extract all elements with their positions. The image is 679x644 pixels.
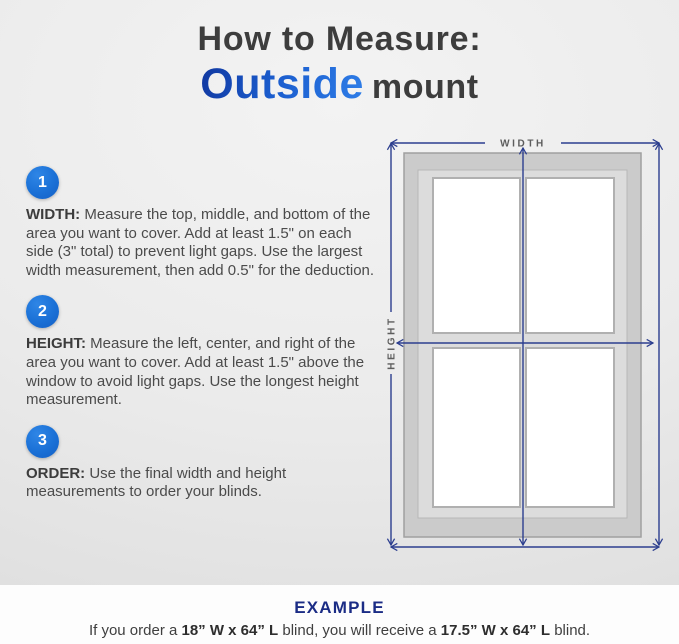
- step-3-text: [26, 465, 378, 502]
- window-measurement-diagram: [375, 128, 675, 568]
- height-dimension-label: HEIGHT: [386, 316, 398, 370]
- window-pane-bottom-left: [433, 348, 520, 507]
- example-suffix: blind.: [554, 622, 591, 639]
- step-3-number-badge: 3: [26, 425, 59, 458]
- step-1-number-badge: 1: [26, 166, 59, 199]
- window-diagram-svg: [375, 128, 675, 568]
- step-1-label: WIDTH:: [26, 206, 81, 223]
- step-1: [26, 166, 378, 280]
- header: [0, 20, 679, 109]
- mount-type-suffix: mount: [371, 68, 479, 106]
- step-3: [26, 425, 378, 502]
- received-size: 17.5” W x 64” L: [440, 622, 551, 639]
- page-subtitle: [0, 60, 679, 109]
- step-2-label: HEIGHT:: [26, 335, 86, 353]
- example-middle: blind, you will receive a: [282, 622, 437, 639]
- window-pane-bottom-right: [526, 348, 614, 507]
- instructions-list: [26, 166, 378, 517]
- example-prefix: If you order a: [88, 622, 178, 639]
- example-text: [0, 622, 679, 639]
- step-3-label: ORDER:: [26, 464, 86, 482]
- step-3-description: Use the final width and height measurements to order your blinds.: [26, 464, 287, 501]
- step-2: [26, 295, 378, 409]
- example-heading: EXAMPLE: [294, 598, 385, 617]
- step-1-description: Measure the top, middle, and bottom of the area you want to cover. Add at least 1.5" on each side (3" total) to prevent light gaps. Use the largest width measurement, then add 0.5" for the deduction.: [26, 206, 375, 279]
- example-section: [0, 598, 679, 639]
- step-2-description: Measure the left, center, and right of the area you want to cover. Add at least 1.5" above the window to avoid light gaps. Use the longest height measurement.: [26, 335, 365, 409]
- page-title: How to Measure:: [197, 20, 482, 58]
- window-pane-top-left: [433, 178, 520, 333]
- step-2-text: [26, 335, 378, 409]
- step-2-number-badge: 2: [26, 295, 59, 328]
- width-dimension-label: WIDTH: [500, 138, 546, 150]
- mount-type-highlight: Outside: [200, 60, 364, 108]
- step-1-text: [26, 206, 378, 280]
- ordered-size: 18” W x 64” L: [181, 622, 279, 639]
- window-pane-top-right: [526, 178, 614, 333]
